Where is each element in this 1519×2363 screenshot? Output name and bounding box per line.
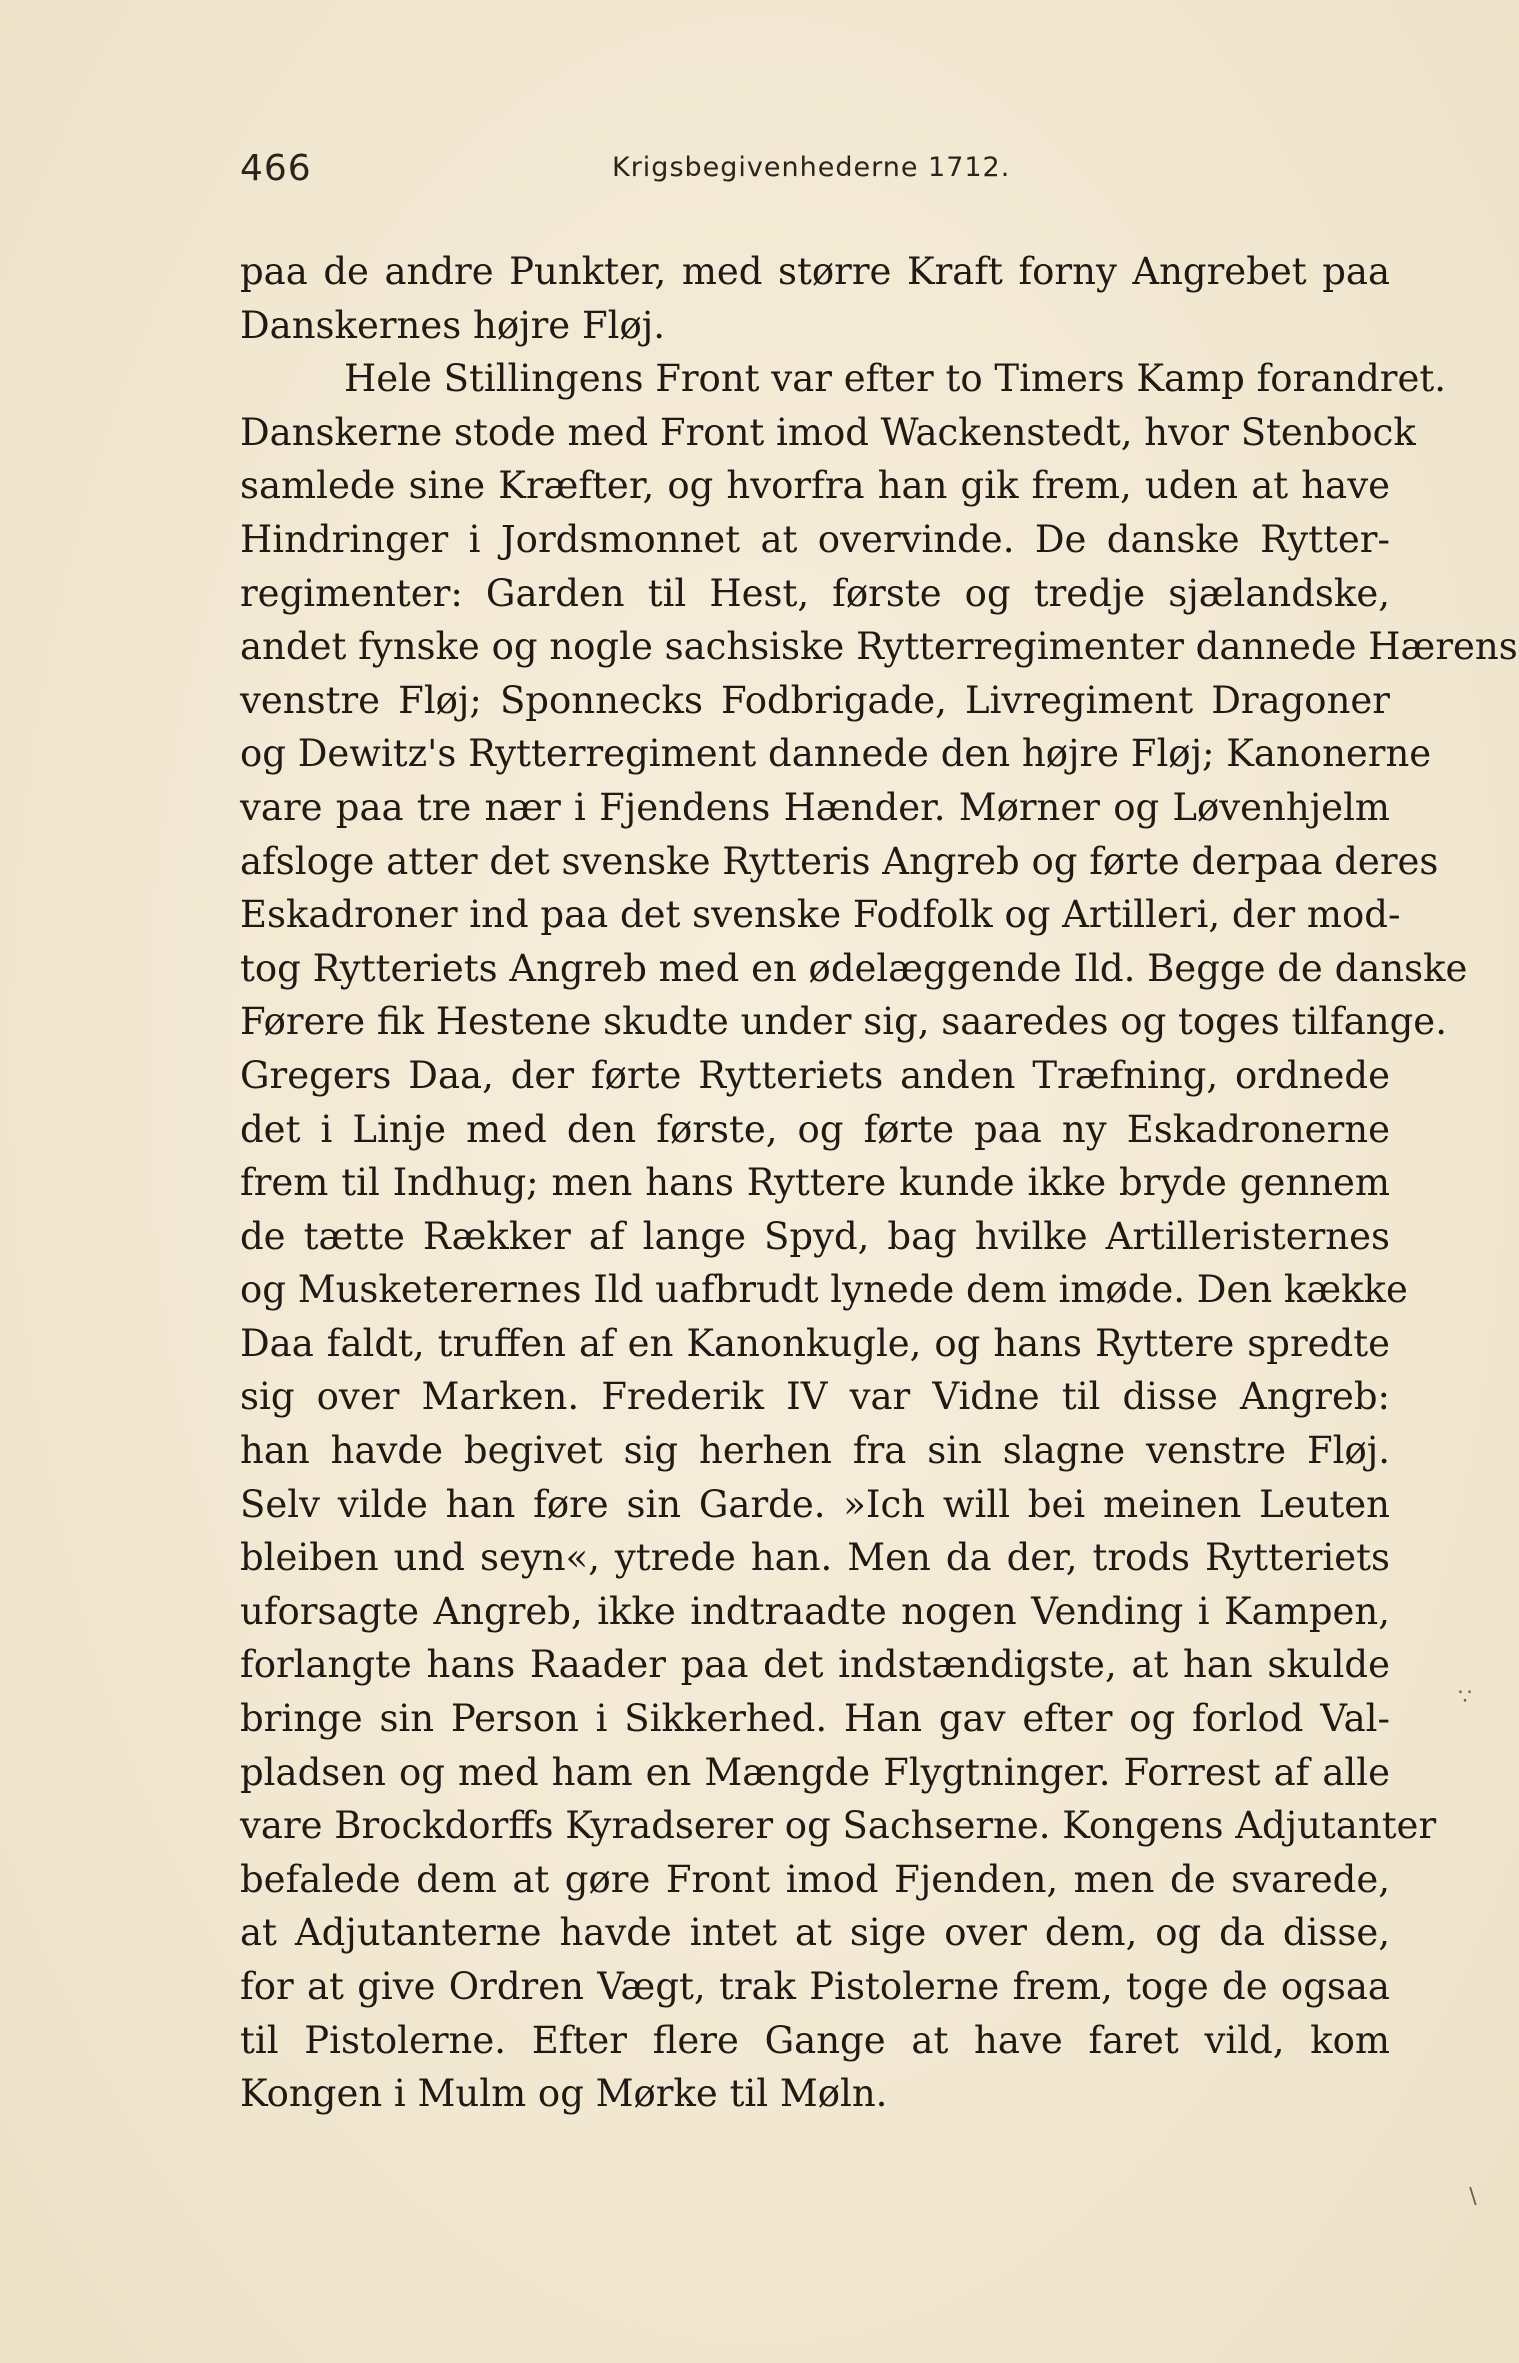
text-line: vare paa tre nær i Fjendens Hænder. Mørner og Løvenhjelm: [240, 785, 1390, 829]
text-line: regimenter: Garden til Hest, første og tredje sjælandske,: [240, 571, 1390, 615]
text-line: og Dewitz's Rytterregiment dannede den højre Fløj; Kanonerne: [240, 732, 1432, 776]
text-line: Førere fik Hestene skudte under sig, saaredes og toges tilfange.: [240, 1000, 1447, 1044]
text-line: Eskadroner ind paa det svenske Fodfolk og Artilleri, der mod-: [240, 893, 1401, 937]
text-line: Hele Stillingens Front var efter to Timers Kamp forandret.: [344, 357, 1447, 401]
text-line: han havde begivet sig herhen fra sin slagne venstre Fløj.: [240, 1429, 1390, 1473]
text-line: Kongen i Mulm og Mørke til Møln.: [240, 2072, 888, 2116]
body-text: [240, 245, 1518, 2121]
text-line: for at give Ordren Vægt, trak Pistolerne frem, toge de ogsaa: [240, 1965, 1390, 2008]
text-line: bringe sin Person i Sikkerhed. Han gav efter og forlod Val-: [240, 1697, 1390, 1741]
text-line: venstre Fløj; Sponnecks Fodbrigade, Livregiment Dragoner: [240, 678, 1390, 722]
text-line: til Pistolerne. Efter flere Gange at have faret vild, kom: [240, 2018, 1390, 2062]
text-line: Gregers Daa, der førte Rytteriets anden Træfning, ordnede: [240, 1053, 1390, 1097]
text-line: og Musketerernes Ild uafbrudt lynede dem imøde. Den kække: [240, 1268, 1408, 1312]
text-line: frem til Indhug; men hans Ryttere kunde ikke bryde gennem: [240, 1161, 1390, 1205]
text-line: bleiben und seyn«, ytrede han. Men da der, trods Rytteriets: [240, 1536, 1390, 1580]
text-line: pladsen og med ham en Mængde Flygtninger. Forrest af alle: [240, 1750, 1390, 1794]
page-number: 466: [240, 148, 312, 189]
text-line: tog Rytteriets Angreb med en ødelæggende Ild. Begge de danske: [240, 946, 1468, 990]
text-line: Danskerne stode med Front imod Wackenstedt, hvor Stenbock: [240, 410, 1416, 454]
text-line: andet fynske og nogle sachsiske Rytterregimenter dannede Hærens: [240, 625, 1518, 669]
text-line: Selv vilde han føre sin Garde. »Ich will bei meinen Leuten: [240, 1482, 1390, 1526]
ink-tick-mark: ∖: [1465, 2185, 1480, 2210]
text-line: forlangte hans Raader paa det indstændigste, at han skulde: [240, 1643, 1390, 1687]
text-line: sig over Marken. Frederik IV var Vidne til disse Angreb:: [240, 1375, 1390, 1419]
ink-speck-mark: ∵: [1458, 1685, 1472, 1710]
text-line: vare Brockdorffs Kyradserer og Sachserne. Kongens Adjutanter: [240, 1804, 1437, 1848]
text-line: afsloge atter det svenske Rytteris Angreb og førte derpaa deres: [240, 839, 1439, 883]
text-line: samlede sine Kræfter, og hvorfra han gik frem, uden at have: [240, 464, 1390, 508]
text-line: uforsagte Angreb, ikke indtraadte nogen Vending i Kampen,: [240, 1589, 1390, 1633]
text-line: Danskernes højre Fløj.: [240, 303, 665, 347]
page-header: [240, 148, 1340, 198]
text-line: de tætte Rækker af lange Spyd, bag hvilke Artilleristernes: [240, 1214, 1390, 1258]
text-line: paa de andre Punkter, med større Kraft forny Angrebet paa: [240, 250, 1390, 293]
running-head: Krigsbegivenhederne 1712.: [612, 152, 1011, 183]
text-line: at Adjutanterne havde intet at sige over dem, og da disse,: [240, 1911, 1390, 1955]
text-line: Daa faldt, truffen af en Kanonkugle, og hans Ryttere spredte: [240, 1321, 1390, 1365]
text-line: det i Linje med den første, og førte paa ny Eskadronerne: [240, 1107, 1390, 1151]
text-line: befalede dem at gøre Front imod Fjenden, men de svarede,: [240, 1857, 1390, 1901]
text-line: Hindringer i Jordsmonnet at overvinde. De danske Rytter-: [240, 517, 1390, 561]
